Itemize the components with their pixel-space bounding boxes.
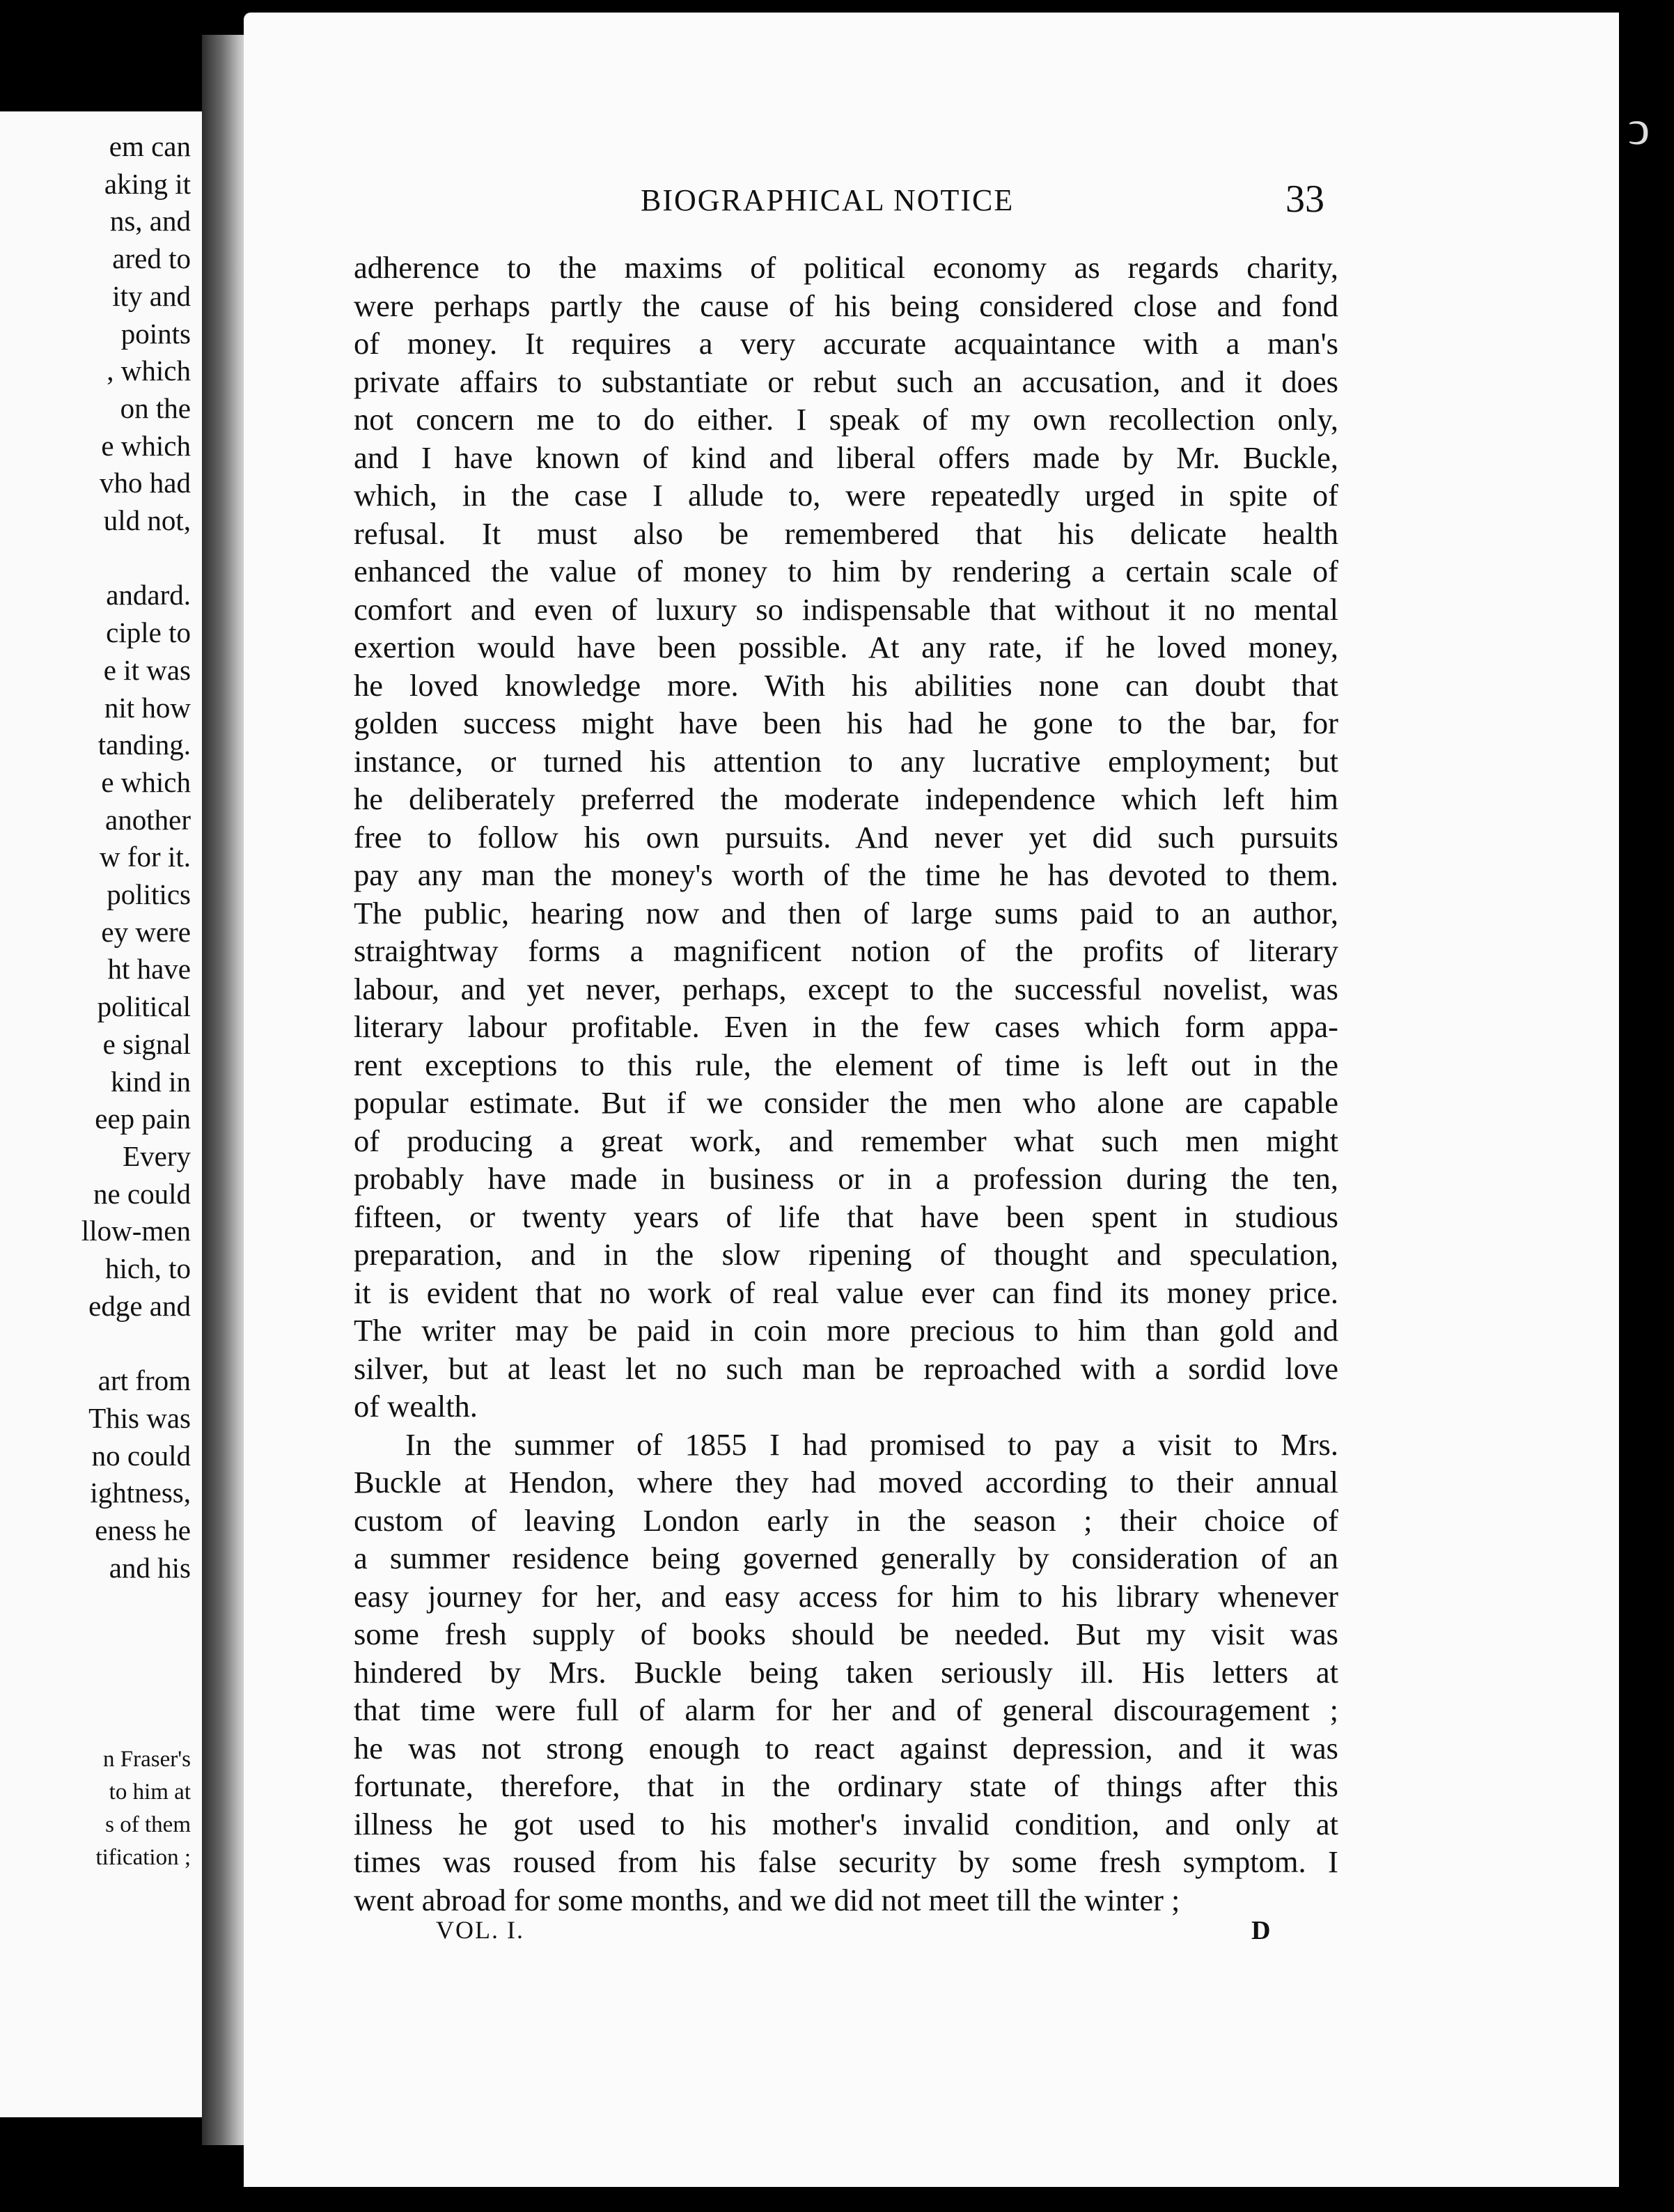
left-page-line: edge and bbox=[88, 1289, 191, 1322]
text-line: not concern me to do either. I speak of my own recollection only, bbox=[354, 402, 1338, 437]
text-line: probably have made in business or in a profession during the ten, bbox=[354, 1161, 1338, 1196]
text-line: some fresh supply of books should be needed. But my visit was bbox=[354, 1617, 1338, 1651]
left-page-line: ciple to bbox=[106, 616, 191, 649]
text-line: The public, hearing now and then of large sums paid to an author, bbox=[354, 895, 1338, 930]
text-line: In the summer of 1855 I had promised to pay a visit to Mrs. bbox=[405, 1426, 1338, 1462]
text-line: he deliberately preferred the moderate independence which left him bbox=[354, 781, 1338, 816]
left-page-footnote-line: tification ; bbox=[95, 1845, 191, 1870]
left-page-line: ey were bbox=[101, 915, 191, 948]
text-line: custom of leaving London early in the season ; their choice of bbox=[354, 1502, 1338, 1538]
text-line: times was roused from his false security by some fresh symptom. I bbox=[354, 1844, 1338, 1879]
text-line: hindered by Mrs. Buckle being taken seriously ill. His letters at bbox=[354, 1654, 1338, 1690]
text-line: rent exceptions to this rule, the element of time is left out in the bbox=[354, 1047, 1338, 1082]
text-line: of money. It requires a very accurate acquaintance with a man's bbox=[354, 326, 1338, 361]
left-page-line: e which bbox=[101, 429, 191, 462]
text-line: preparation, and in the slow ripening of thought and speculation, bbox=[354, 1237, 1338, 1272]
signature-mark: VOL. I. bbox=[436, 1916, 524, 1944]
left-page-line: ns, and bbox=[109, 205, 191, 237]
text-line: which, in the case I allude to, were repeatedly urged in spite of bbox=[354, 478, 1338, 513]
text-line: refusal. It must also be remembered that his delicate health bbox=[354, 515, 1338, 551]
main-text bbox=[354, 249, 1338, 1919]
text-line: straightway forms a magnificent notion of the profits of literary bbox=[354, 933, 1338, 968]
left-page-line: e which bbox=[101, 765, 191, 798]
text-line: went abroad for some months, and we did not meet till the winter ; bbox=[354, 1882, 1180, 1917]
text-line: Buckle at Hendon, where they had moved according to their annual bbox=[354, 1465, 1338, 1500]
left-page-line: em can bbox=[109, 130, 191, 162]
left-page-line: ity and bbox=[112, 279, 191, 312]
left-page-line: vho had bbox=[100, 467, 191, 499]
left-page-line: no could bbox=[91, 1439, 191, 1472]
left-page-line: ht have bbox=[107, 953, 191, 986]
left-page-line: Every bbox=[123, 1139, 191, 1172]
text-line: free to follow his own pursuits. And never yet did such pursuits bbox=[354, 819, 1338, 855]
left-page-line: another bbox=[105, 803, 191, 836]
left-page-line: nit how bbox=[104, 691, 191, 724]
left-page-line: ne could bbox=[93, 1177, 191, 1210]
text-line: it is evident that no work of real value ever can find its money price. bbox=[354, 1275, 1338, 1310]
text-line: adherence to the maxims of political economy as regards charity, bbox=[354, 250, 1338, 285]
text-line: golden success might have been his had he gone to the bar, for bbox=[354, 706, 1338, 740]
text-line: enhanced the value of money to him by rendering a certain scale of bbox=[354, 554, 1338, 589]
page-number: 33 bbox=[1285, 178, 1324, 221]
text-line: literary labour profitable. Even in the few cases which form appa- bbox=[354, 1009, 1338, 1044]
left-page-line: uld not, bbox=[103, 504, 191, 536]
left-page-line: kind in bbox=[110, 1065, 191, 1098]
pencil-mark: ͻ bbox=[1628, 102, 1650, 155]
left-page-line: and his bbox=[109, 1551, 191, 1584]
gathering-letter: D bbox=[1251, 1916, 1271, 1945]
left-page-line: ightness, bbox=[90, 1477, 191, 1509]
text-line: fifteen, or twenty years of life that have been spent in studious bbox=[354, 1199, 1338, 1234]
text-line: exertion would have been possible. At any rate, if he loved money, bbox=[354, 630, 1338, 664]
text-line: of producing a great work, and remember what such men might bbox=[354, 1123, 1338, 1158]
text-line: a summer residence being governed generally by consideration of an bbox=[354, 1541, 1338, 1575]
text-line: he was not strong enough to react against depression, and it was bbox=[354, 1730, 1338, 1766]
text-line: labour, and yet never, perhaps, except to the successful novelist, was bbox=[354, 971, 1338, 1006]
left-page-line: This was bbox=[88, 1401, 191, 1434]
left-page-line: e it was bbox=[103, 653, 191, 686]
text-line: of wealth. bbox=[354, 1389, 478, 1424]
left-page-line: llow-men bbox=[81, 1215, 191, 1247]
left-page-line: political bbox=[97, 990, 191, 1023]
left-page-line: hich, to bbox=[105, 1252, 191, 1284]
text-line: silver, but at least let no such man be reproached with a sordid love bbox=[354, 1350, 1338, 1386]
left-page-line: ared to bbox=[112, 242, 191, 275]
text-line: illness he got used to his mother's invalid condition, and only at bbox=[354, 1806, 1338, 1841]
text-line: fortunate, therefore, that in the ordinary state of things after this bbox=[354, 1768, 1338, 1803]
running-head: BIOGRAPHICAL NOTICE bbox=[641, 183, 1015, 217]
text-line: private affairs to substantiate or rebut such an accusation, and it does bbox=[354, 364, 1338, 399]
left-page-line: aking it bbox=[104, 167, 191, 200]
text-line: easy journey for her, and easy access for him to his library whenever bbox=[354, 1578, 1338, 1614]
left-page-line: on the bbox=[120, 391, 191, 424]
left-page-line: points bbox=[120, 317, 191, 350]
left-page-line: andard. bbox=[106, 579, 191, 612]
left-page-line: tanding. bbox=[97, 729, 191, 761]
left-page-line: art from bbox=[97, 1364, 191, 1397]
text-line: that time were full of alarm for her and of general discouragement ; bbox=[354, 1692, 1338, 1727]
text-line: comfort and even of luxury so indispensable that without it no mental bbox=[354, 591, 1338, 627]
text-line: and I have known of kind and liberal offers made by Mr. Buckle, bbox=[354, 439, 1338, 475]
left-page-fragment bbox=[0, 111, 202, 2117]
left-page-line: eep pain bbox=[95, 1103, 191, 1135]
text-line: he loved knowledge more. With his abilities none can doubt that bbox=[354, 667, 1338, 703]
text-line: The writer may be paid in coin more precious to him than gold and bbox=[354, 1313, 1338, 1348]
left-page-line: eness he bbox=[95, 1513, 191, 1546]
left-page-footnote-line: s of them bbox=[105, 1812, 191, 1837]
text-line: instance, or turned his attention to any lucrative employment; but bbox=[354, 743, 1338, 779]
text-line: were perhaps partly the cause of his being considered close and fond bbox=[354, 288, 1338, 323]
left-page-line: politics bbox=[107, 878, 191, 910]
left-page-line: , which bbox=[107, 355, 191, 387]
left-page-line: e signal bbox=[102, 1027, 191, 1060]
left-page-line: w for it. bbox=[100, 841, 191, 873]
left-page-footnote-line: to him at bbox=[109, 1779, 191, 1805]
text-line: popular estimate. But if we consider the men who alone are capable bbox=[354, 1085, 1338, 1120]
scan-border bbox=[1619, 0, 1674, 2212]
text-line: pay any man the money's worth of the time he has devoted to them. bbox=[354, 857, 1338, 892]
left-page-footnote-line: n Fraser's bbox=[102, 1747, 191, 1772]
